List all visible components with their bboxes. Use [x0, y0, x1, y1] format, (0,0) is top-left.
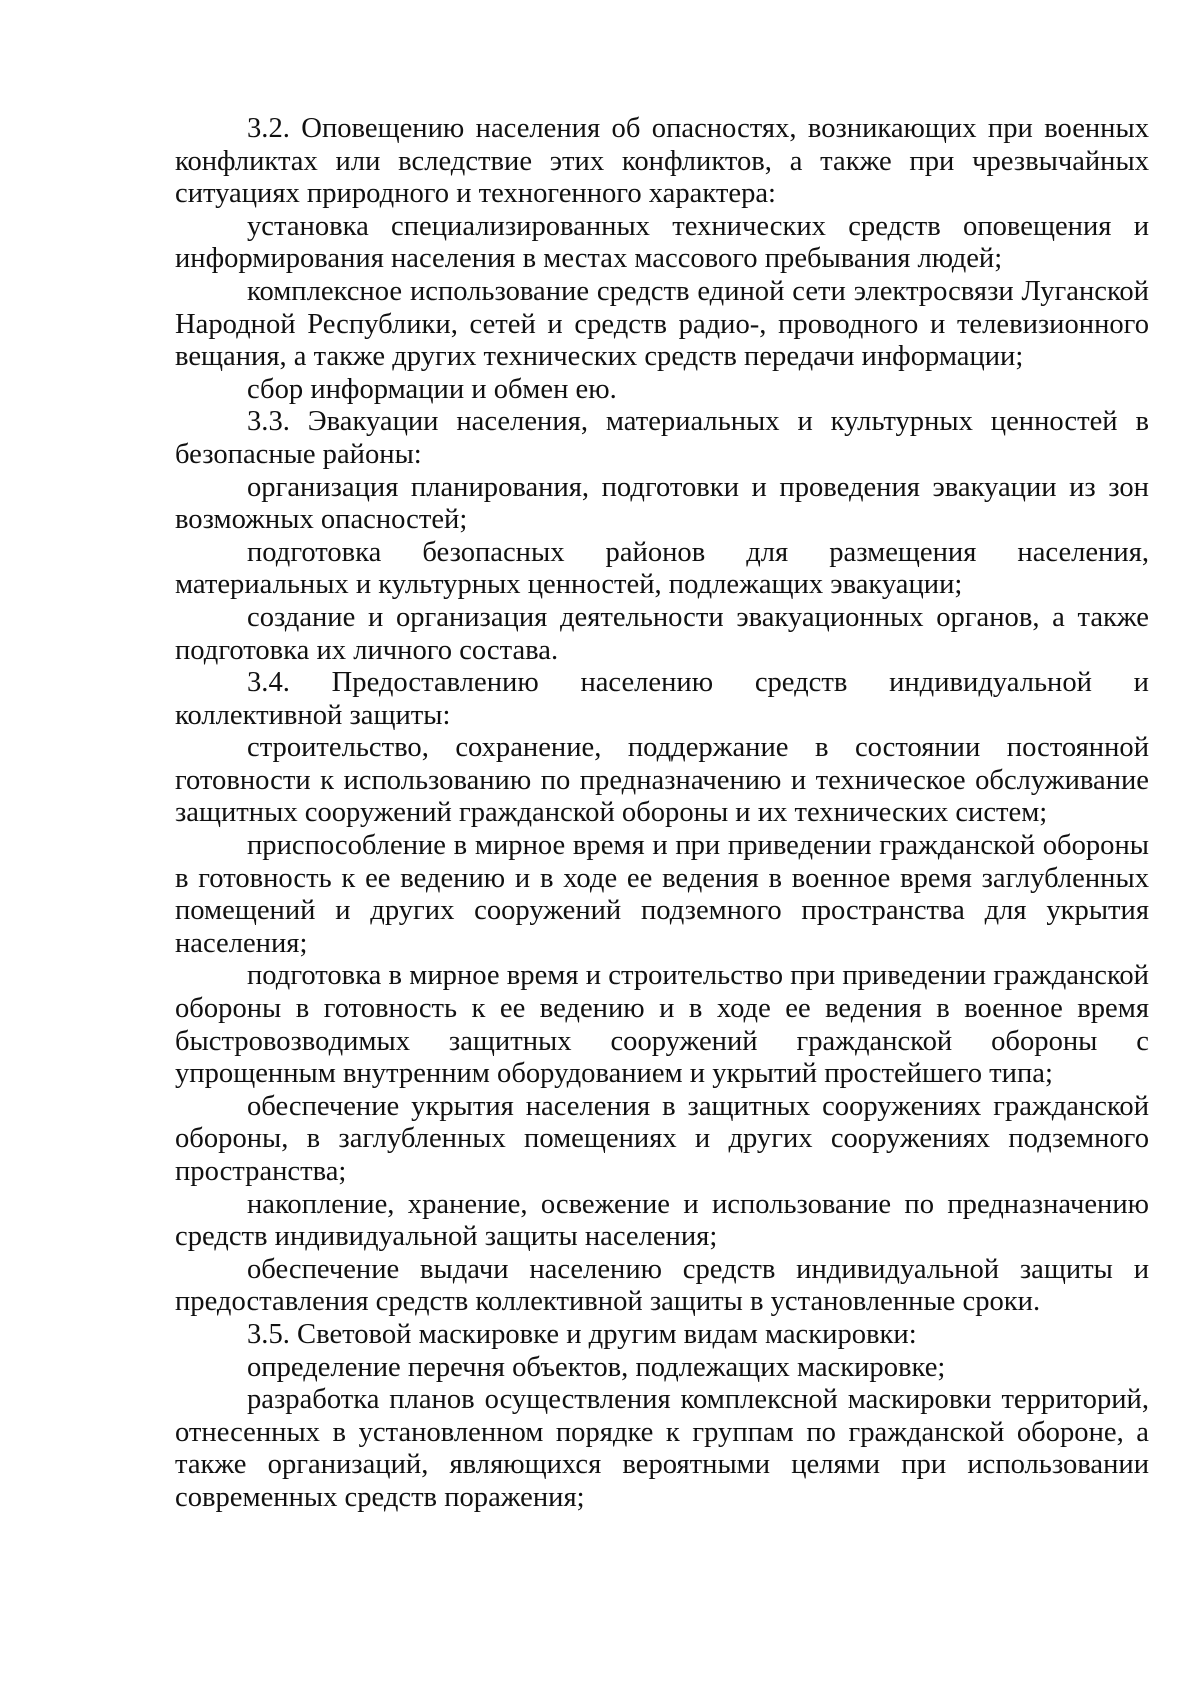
paragraph-3-2: 3.2. Оповещению населения об опасностях, возникающих при военных конфликтах или вследствие этих конфликтов, а также при чрезвычайных ситуациях природного и техногенного характера: [175, 113, 1149, 210]
paragraph-telecom-use: комплексное использование средств единой сети электросвязи Луганской Народной Республики, сетей и средств радио-, проводного и телевизионного вещания, а также других технических средств передачи информации; [175, 275, 1149, 373]
paragraph-warning-equipment: установка специализированных технических средств оповещения и информирования населения в местах массового пребывания людей; [175, 210, 1149, 275]
paragraph-evacuation-bodies: создание и организация деятельности эвакуационных органов, а также подготовка их личного состава. [175, 601, 1149, 666]
paragraph-safe-areas: подготовка безопасных районов для размещения населения, материальных и культурных ценностей, подлежащих эвакуации; [175, 536, 1149, 601]
paragraph-info-exchange: сбор информации и обмен ею. [247, 373, 617, 405]
document-page [175, 113, 1149, 1515]
paragraph-3-5: 3.5. Световой маскировке и другим видам маскировки: [247, 1318, 917, 1350]
paragraph-shelter-construction: строительство, сохранение, поддержание в состоянии постоянной готовности к использованию по предназначению и техническое обслуживание защитных сооружений гражданской обороны и их технических систем; [175, 732, 1149, 829]
paragraph-ppe-stockpile: накопление, хранение, освежение и использование по предназначению средств индивидуальной защиты населения; [175, 1188, 1149, 1253]
paragraph-evacuation-planning: организация планирования, подготовки и проведения эвакуации из зон возможных опасностей; [175, 471, 1149, 536]
paragraph-underground-adaptation: приспособление в мирное время и при приведении гражданской обороны в готовность к ее ведению и в ходе ее ведения в военное время заглубленных помещений и других сооружений подземного пространства для укрытия населения; [175, 830, 1149, 959]
paragraph-rapid-shelters: подготовка в мирное время и строительство при приведении гражданской обороны в готовность к ее ведению и в ходе ее ведения в военное время быстровозводимых защитных сооружений гражданской обороны с упрощенным внутренним оборудованием и укрытий простейшего типа; [175, 960, 1149, 1090]
paragraph-ppe-issue: обеспечение выдачи населению средств индивидуальной защиты и предоставления средств коллективной защиты в установленные сроки. [175, 1253, 1149, 1318]
paragraph-3-4: 3.4. Предоставлению населению средств индивидуальной и коллективной защиты: [175, 667, 1149, 731]
paragraph-3-3: 3.3. Эвакуации населения, материальных и культурных ценностей в безопасные районы: [175, 406, 1149, 470]
paragraph-camouflage-objects: определение перечня объектов, подлежащих маскировке; [247, 1351, 946, 1383]
paragraph-camouflage-plans: разработка планов осуществления комплексной маскировки территорий, отнесенных в установленном порядке к группам по гражданской обороне, а также организаций, являющихся вероятными целями при использовании современных средств поражения; [175, 1384, 1149, 1513]
paragraph-sheltering: обеспечение укрытия населения в защитных сооружениях гражданской обороны, в заглубленных помещениях и других сооружениях подземного пространства; [175, 1090, 1149, 1187]
